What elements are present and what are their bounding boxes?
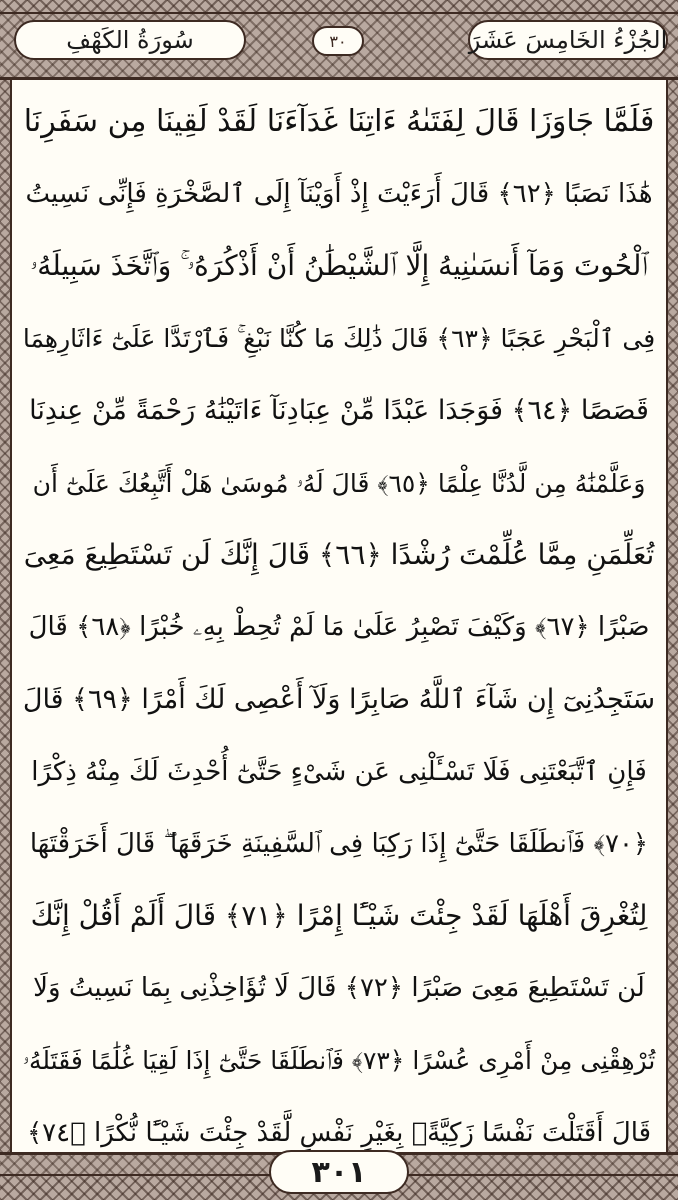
hizb-marker: ٣٠ <box>312 26 364 56</box>
right-ornament-border <box>666 80 678 1174</box>
text-line-15: قَالَ أَقَتَلْتَ نَفْسًا زَكِيَّةًۢ بِغَيْرِ نَفْسٍ لَّقَدْ جِئْتَ شَيْـًٔا نُّكْرًا ﴿٧٤﴾ <box>26 1117 652 1148</box>
text-line-3: ٱلْحُوتَ وَمَآ أَنسَىٰنِيهُ إِلَّا ٱلشَّيْطَٰنُ أَنْ أَذْكُرَهُۥ ۚ وَٱتَّخَذَ سَبِيلَهُۥ <box>30 249 648 283</box>
surah-name-label: سُورَةُ الكَهْفِ <box>14 20 246 60</box>
text-line-12: لِتُغْرِقَ أَهْلَهَا لَقَدْ جِئْتَ شَيْـًٔا إِمْرًا ﴿٧١﴾ قَالَ أَلَمْ أَقُلْ إِنَّكَ <box>30 899 648 933</box>
text-line-1: فَلَمَّا جَاوَزَا قَالَ لِفَتَىٰهُ ءَاتِنَا غَدَآءَنَا لَقَدْ لَقِينَا مِن سَفَرِنَا <box>23 104 655 140</box>
left-ornament-border <box>0 80 12 1174</box>
text-line-11: ﴿٧٠﴾ فَٱنطَلَقَا حَتَّىٰٓ إِذَا رَكِبَا فِى ٱلسَّفِينَةِ خَرَقَهَا ۖ قَالَ أَخَرَقْتَهَا <box>29 828 649 859</box>
text-line-13: لَن تَسْتَطِيعَ مَعِىَ صَبْرًا ﴿٧٢﴾ قَالَ لَا تُؤَاخِذْنِى بِمَا نَسِيتُ وَلَا <box>33 973 645 1004</box>
text-line-7: تُعَلِّمَنِ مِمَّا عُلِّمْتَ رُشْدًا ﴿٦٦﴾ قَالَ إِنَّكَ لَن تَسْتَطِيعَ مَعِىَ <box>23 538 655 572</box>
text-line-2: هَٰذَا نَصَبًا ﴿٦٢﴾ قَالَ أَرَءَيْتَ إِذْ أَوَيْنَآ إِلَى ٱلصَّخْرَةِ فَإِنِّى نَسِيتُ <box>25 179 653 210</box>
juz-name-label: الجُزْءُ الخَامِسَ عَشَرَ <box>468 20 668 60</box>
top-ornament-border <box>0 0 678 14</box>
text-line-4: فِى ٱلْبَحْرِ عَجَبًا ﴿٦٣﴾ قَالَ ذَٰلِكَ مَا كُنَّا نَبْغِ ۚ فَٱرْتَدَّا عَلَىٰٓ ءَاثَارِهِمَا <box>22 324 656 354</box>
page-number-badge: ٣٠١ <box>269 1150 409 1194</box>
text-line-8: صَبْرًا ﴿٦٧﴾ وَكَيْفَ تَصْبِرُ عَلَىٰ مَا لَمْ تُحِطْ بِهِۦ خُبْرًا ﴿٦٨﴾ قَالَ <box>28 612 650 643</box>
text-line-9: سَتَجِدُنِىٓ إِن شَآءَ ٱللَّهُ صَابِرًا وَلَآ أَعْصِى لَكَ أَمْرًا ﴿٦٩﴾ قَالَ <box>22 684 656 716</box>
text-line-10: فَإِنِ ٱتَّبَعْتَنِى فَلَا تَسْـَٔلْنِى عَن شَىْءٍ حَتَّىٰٓ أُحْدِثَ لَكَ مِنْهُ ذِكْرًا <box>31 756 647 787</box>
text-line-6: وَعَلَّمْنَٰهُ مِن لَّدُنَّا عِلْمًا ﴿٦٥﴾ قَالَ لَهُۥ مُوسَىٰ هَلْ أَتَّبِعُكَ عَلَىٰٓ أَن <box>32 468 646 498</box>
quran-text-body <box>22 86 656 1170</box>
text-line-14: تُرْهِقْنِى مِنْ أَمْرِى عُسْرًا ﴿٧٣﴾ فَٱنطَلَقَا حَتَّىٰٓ إِذَا لَقِيَا غُلَٰمًا فَقَتَلَهُۥ <box>22 1046 656 1076</box>
page-header <box>0 14 678 80</box>
text-line-5: قَصَصًا ﴿٦٤﴾ فَوَجَدَا عَبْدًا مِّنْ عِبَادِنَآ ءَاتَيْنَٰهُ رَحْمَةً مِّنْ عِندِنَا <box>29 395 649 427</box>
